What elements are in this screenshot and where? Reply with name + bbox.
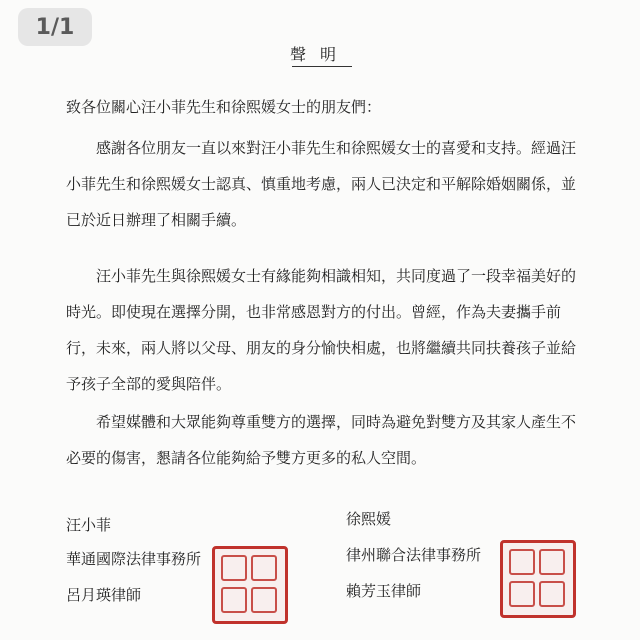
paragraph-line: 汪小菲先生與徐熙媛女士有緣能夠相識相知，共同度過了一段幸福美好的 [96, 267, 577, 285]
document-title: 聲明 [289, 45, 350, 64]
right-lawyer: 賴芳玉律師 [346, 582, 422, 600]
paragraph-line: 予孩子全部的愛與陪伴。 [66, 375, 232, 393]
paragraph-line: 行，未來，兩人將以父母、朋友的身分愉快相處，也將繼續共同扶養孩子並給 [66, 339, 577, 357]
right-signatory-name: 徐熙媛 [346, 510, 392, 528]
page-indicator [18, 8, 92, 46]
paragraph-2 [66, 258, 596, 402]
paragraph-line: 小菲先生和徐熙媛女士認真、慎重地考慮，兩人已決定和平解除婚姻關係，並 [66, 175, 577, 193]
salutation: 致各位關心汪小菲先生和徐熙媛女士的朋友們： [66, 98, 382, 116]
paragraph-line: 必要的傷害，懇請各位能夠給予雙方更多的私人空間。 [66, 449, 427, 467]
left-lawyer: 呂月瑛律師 [66, 586, 142, 604]
right-law-firm: 律州聯合法律事務所 [346, 546, 482, 564]
page-indicator-label: 1/1 [35, 14, 75, 40]
right-seal-stamp [500, 540, 576, 618]
paragraph-line: 希望媒體和大眾能夠尊重雙方的選擇，同時為避免對雙方及其家人產生不 [96, 413, 577, 431]
left-seal-stamp [212, 546, 288, 624]
left-law-firm: 華通國際法律事務所 [66, 550, 202, 568]
paragraph-line: 已於近日辦理了相關手續。 [66, 211, 247, 229]
title-underline [292, 66, 352, 67]
paragraph-1 [66, 130, 596, 238]
paragraph-line: 感謝各位朋友一直以來對汪小菲先生和徐熙媛女士的喜愛和支持。經過汪 [96, 139, 577, 157]
left-signatory-name: 汪小菲 [66, 516, 112, 534]
paragraph-3 [66, 404, 596, 476]
paragraph-line: 時光。即使現在選擇分開，也非常感恩對方的付出。曾經，作為夫妻攜手前 [66, 303, 562, 321]
